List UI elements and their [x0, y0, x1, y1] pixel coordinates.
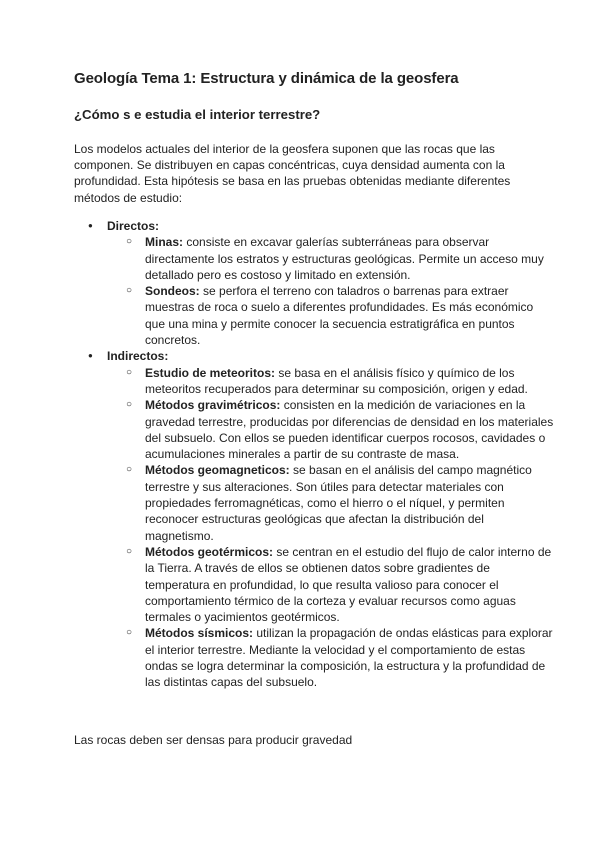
method-description: utilizan la propagación de ondas elásticas para explorar el interior terrestre. Mediante la velocidad y el comportamiento de estas ondas se logra determinar la composición, la estructura y la profundidad de las distintas capas del subsuelo. — [145, 626, 553, 690]
sub-list — [107, 365, 554, 691]
method-term: Estudio de meteoritos: — [145, 365, 276, 380]
method-item — [107, 462, 554, 543]
method-description: se centran en el estudio del flujo de calor interno de la Tierra. A través de ellos se obtienen datos sobre gradientes de temperatura en profundidad, lo que resulta valioso para conocer el comportamiento térmico de la corteza y evaluar recursos como aguas termales o yacimientos geotérmicos. — [145, 544, 552, 625]
method-item — [107, 397, 554, 462]
method-item — [107, 625, 554, 690]
group-heading: Directos: — [107, 219, 160, 233]
document-title: Geología Tema 1: Estructura y dinámica de la geosfera — [74, 70, 459, 87]
method-item — [107, 365, 554, 398]
method-item — [107, 234, 554, 283]
methods-group-indirect — [74, 348, 554, 690]
method-term: Métodos sísmicos: — [145, 626, 254, 641]
method-description: consiste en excavar galerías subterráneas para observar directamente los estratos y estructuras geológicas. Permite un acceso muy detallado pero es costoso y limitado en extensión. — [145, 235, 544, 282]
method-item — [107, 283, 554, 348]
method-description: se basa en el análisis físico y químico de los meteoritos recuperados para determinar su composición, origen y edad. — [145, 365, 528, 396]
methods-list — [74, 218, 554, 691]
sub-list — [107, 234, 554, 348]
method-description: consisten en la medición de variaciones en la gravedad terrestre, producidas por diferencias de densidad en los materiales del subsuelo. Con ellos se pueden identificar cuerpos rocosos, cavidades o acumulaciones minerales a partir de su contraste de masa. — [145, 398, 554, 462]
method-item — [107, 544, 554, 625]
intro-paragraph: Los modelos actuales del interior de la geosfera suponen que las rocas que las componen. Se distribuyen en capas concéntricas, cuya densidad aumenta con la profundidad. Esta hipótesis se basa en las pruebas obtenidas mediante diferentes métodos de estudio: — [74, 142, 511, 205]
group-heading: Indirectos: — [107, 349, 169, 364]
method-description: se perfora el terreno con taladros o barrenas para extraer muestras de roca o suelo a diferentes profundidades. Es más económico que una mina y permite conocer la secuencia estratigráfica en puntos concretos. — [145, 284, 534, 348]
method-description: se basan en el análisis del campo magnético terrestre y sus alteraciones. Son útiles para detectar materiales con propiedades ferromagnéticas, como el hierro o el níquel, y permiten reconocer estructuras geológicas que afectan la distribución del magnetismo. — [145, 463, 532, 543]
closing-note: Las rocas deben ser densas para producir gravedad — [74, 733, 353, 747]
method-term: Sondeos: — [145, 284, 200, 299]
method-term: Métodos geotérmicos: — [145, 544, 274, 559]
method-term: Minas: — [145, 235, 184, 250]
method-term: Métodos gravimétricos: — [145, 398, 281, 413]
section-heading: ¿Cómo s e estudia el interior terrestre? — [74, 107, 321, 122]
methods-group-direct — [74, 218, 554, 348]
method-term: Métodos geomagneticos: — [145, 463, 290, 478]
